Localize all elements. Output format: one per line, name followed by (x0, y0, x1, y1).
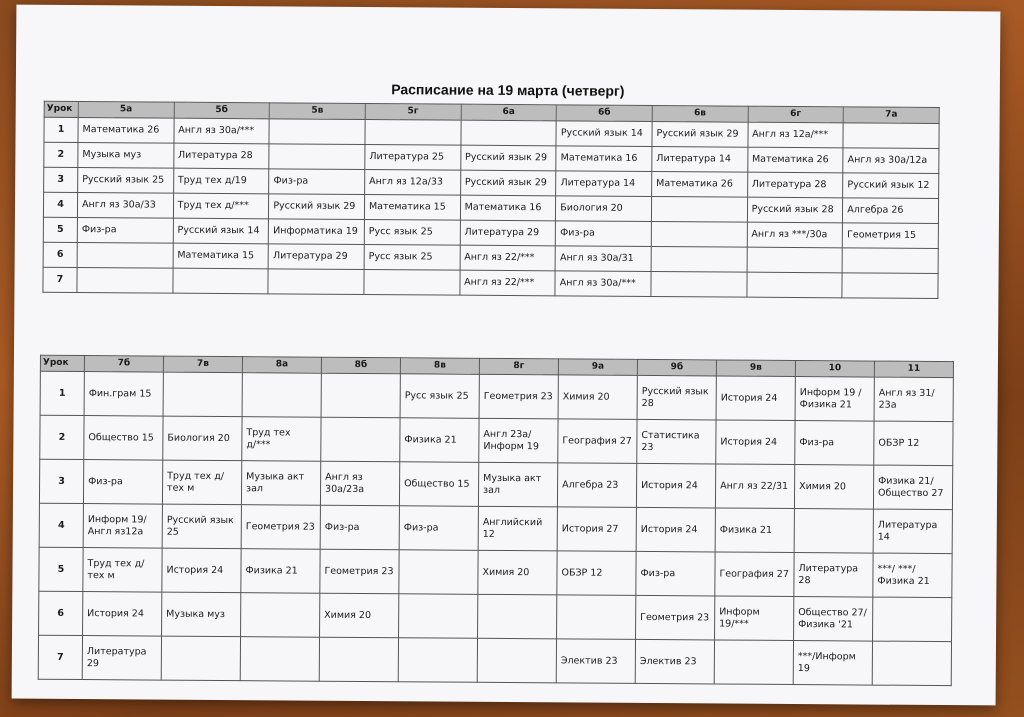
lesson-cell: Литература 28 (747, 172, 843, 198)
header-class: 8в (400, 358, 479, 375)
header-class: 9а (558, 359, 637, 376)
lesson-cell: Русский язык 29 (460, 170, 556, 196)
lesson-cell: Англ яз 30а/*** (174, 118, 270, 144)
lesson-cell: История 24 (716, 420, 795, 465)
lesson-cell (269, 144, 365, 170)
lesson-cell: История 24 (636, 507, 715, 552)
lesson-cell: Музыка муз (162, 592, 241, 637)
lesson-cell: Алгебра 26 (843, 198, 939, 224)
lesson-cell: Русский язык 29 (652, 122, 748, 148)
lesson-cell: Информ 19/*** (715, 596, 794, 641)
lesson-cell (714, 640, 793, 685)
lesson-number: 5 (43, 217, 77, 242)
lesson-cell: Русский язык 29 (269, 194, 365, 220)
lesson-cell (651, 272, 747, 298)
lesson-cell (747, 247, 843, 273)
lesson-cell (163, 372, 242, 417)
table-row (39, 591, 952, 641)
lesson-cell: Алгебра 23 (557, 463, 636, 508)
lesson-cell (319, 637, 398, 682)
lesson-cell: Англ яз 30а/31 (555, 246, 651, 272)
lesson-cell (747, 272, 843, 298)
lesson-cell: Общество 15 (84, 416, 163, 461)
lesson-cell: Русский язык 28 (637, 375, 716, 420)
lesson-cell: Физ-ра (269, 169, 365, 195)
lesson-cell: Русский язык 14 (173, 218, 269, 244)
header-lesson-number: Урок (40, 355, 84, 371)
schedule-table-grades-5-7 (42, 101, 939, 299)
lesson-cell (477, 638, 556, 683)
lesson-cell: Литература 28 (173, 143, 269, 169)
table-row (39, 547, 952, 597)
header-class: 6в (652, 106, 748, 123)
lesson-cell: Геометрия 23 (320, 549, 399, 594)
lesson-cell: Геометрия 23 (479, 374, 558, 419)
lesson-cell: Геометрия 15 (843, 223, 939, 249)
lesson-cell (398, 638, 477, 683)
lesson-cell: ОБЗР 12 (874, 421, 953, 466)
lesson-cell: География 27 (558, 419, 637, 464)
lesson-cell: Музыка акт зал (241, 461, 320, 506)
lesson-cell: Англ яз 31/ 23а (874, 377, 953, 422)
lesson-cell: Химия 20 (478, 550, 557, 595)
lesson-cell: Английский 12 (478, 506, 557, 551)
lesson-cell (269, 119, 365, 145)
lesson-cell (651, 197, 747, 223)
lesson-cell (842, 273, 938, 299)
header-class: 7б (84, 356, 163, 373)
lesson-cell (365, 120, 461, 146)
lesson-cell: Математика 15 (173, 243, 269, 269)
header-class: 8а (242, 357, 321, 374)
lesson-cell: Статистика 23 (637, 419, 716, 464)
header-class: 8б (321, 357, 400, 374)
lesson-cell: Биология 20 (556, 196, 652, 222)
lesson-cell (173, 268, 269, 294)
lesson-cell: Русский язык 29 (460, 145, 556, 171)
header-class: 10 (795, 361, 874, 378)
lesson-cell: Физ-ра (399, 506, 478, 551)
lesson-cell: Математика 26 (652, 172, 748, 198)
lesson-cell: Физика 21/ Общество 27 (873, 465, 952, 510)
lesson-number: 1 (40, 371, 84, 415)
lesson-cell (461, 120, 557, 146)
lesson-cell (241, 593, 320, 638)
lesson-cell: Труд тех д/тех м (162, 460, 241, 505)
lesson-cell (399, 550, 478, 595)
lesson-cell: Англ яз 22/*** (460, 270, 556, 296)
lesson-cell: География 27 (715, 552, 794, 597)
table-row (40, 371, 953, 421)
lesson-cell: Русский язык 12 (843, 173, 939, 199)
lesson-cell (794, 509, 873, 554)
lesson-cell (321, 373, 400, 418)
lesson-cell: Физика 21 (400, 418, 479, 463)
lesson-cell: Информатика 19 (269, 219, 365, 245)
lesson-cell: Русский язык 25 (162, 504, 241, 549)
lesson-number: 6 (43, 242, 77, 267)
lesson-cell (651, 247, 747, 273)
lesson-cell: Литература 25 (365, 145, 461, 171)
lesson-cell: Русский язык 28 (747, 197, 843, 223)
lesson-cell: Русс язык 25 (400, 374, 479, 419)
lesson-cell (873, 597, 952, 642)
lesson-number: 4 (43, 192, 77, 217)
lesson-cell: Литература 28 (794, 553, 873, 598)
lesson-cell: Русс язык 25 (364, 220, 460, 246)
lesson-cell: Физ-ра (556, 221, 652, 247)
schedule-sheet (12, 5, 1001, 706)
lesson-number: 5 (39, 547, 83, 591)
lesson-cell: Электив 23 (635, 639, 714, 684)
lesson-cell: Англ 23а/ Информ 19 (479, 418, 558, 463)
lesson-cell: История 24 (716, 376, 795, 421)
lesson-cell: Труд тех д/19 (173, 168, 269, 194)
lesson-cell: История 24 (162, 548, 241, 593)
header-class: 5а (78, 102, 174, 119)
lesson-cell: История 24 (83, 592, 162, 637)
lesson-cell (557, 595, 636, 640)
header-class: 9в (716, 360, 795, 377)
schedule-table-grades-7-11 (38, 355, 954, 686)
lesson-cell: Литература 14 (873, 509, 952, 554)
lesson-number: 1 (44, 117, 78, 142)
lesson-number: 4 (39, 503, 83, 547)
header-class: 9б (637, 359, 716, 376)
table-row (38, 635, 951, 685)
lesson-cell: Биология 20 (163, 416, 242, 461)
lesson-cell: ***/ ***/ Физика 21 (873, 553, 952, 598)
table-row (39, 459, 952, 509)
lesson-cell: Англ яз 30а/*** (555, 271, 651, 297)
lesson-cell: Англ яз 22/*** (460, 245, 556, 271)
lesson-cell: Литература 14 (652, 147, 748, 173)
lesson-cell (478, 594, 557, 639)
lesson-cell: Информ 19/ Англ яз12а (83, 504, 162, 549)
lesson-cell: Литература 29 (82, 636, 161, 681)
lesson-cell: Труд тех д/*** (242, 417, 321, 462)
header-class: 6б (556, 105, 652, 122)
lesson-cell (399, 594, 478, 639)
lesson-cell: Литература 14 (556, 171, 652, 197)
lesson-cell (364, 270, 460, 296)
lesson-cell: Англ яз 12а/*** (748, 122, 844, 148)
lesson-cell: Геометрия 23 (636, 595, 715, 640)
lesson-cell: ***/Информ 19 (793, 641, 872, 686)
header-lesson-number: Урок (44, 101, 78, 117)
lesson-cell: Труд тех д/*** (173, 193, 269, 219)
header-class: 6г (748, 106, 844, 123)
lesson-cell: Математика 26 (747, 147, 843, 173)
lesson-cell: Физика 21 (241, 549, 320, 594)
lesson-cell: ОБЗР 12 (557, 551, 636, 596)
lesson-cell: Русский язык 14 (556, 121, 652, 147)
lesson-cell: Литература 29 (268, 244, 364, 270)
lesson-cell: История 24 (636, 463, 715, 508)
lesson-number: 7 (38, 635, 82, 679)
lesson-cell: Литература 29 (460, 220, 556, 246)
lesson-cell (321, 417, 400, 462)
lesson-cell: Англ яз 30а/23а (320, 461, 399, 506)
header-class: 7в (163, 356, 242, 373)
lesson-cell: Англ яз 22/31 (715, 464, 794, 509)
header-class: 5б (174, 102, 270, 119)
lesson-cell: Химия 20 (558, 375, 637, 420)
lesson-cell: Электив 23 (556, 639, 635, 684)
lesson-cell (240, 637, 319, 682)
lesson-cell: Физ-ра (83, 460, 162, 505)
lesson-cell (242, 373, 321, 418)
lesson-number: 3 (39, 459, 83, 503)
lesson-cell: Математика 16 (556, 146, 652, 172)
lesson-number: 2 (40, 415, 84, 459)
lesson-cell: Математика 26 (78, 118, 174, 144)
lesson-cell: Русс язык 25 (364, 245, 460, 271)
lesson-cell (77, 243, 173, 269)
lesson-cell: Геометрия 23 (241, 505, 320, 550)
lesson-cell: Англ яз ***/30а (747, 222, 843, 248)
header-class: 6а (461, 104, 557, 121)
lesson-cell: Общество 27/ Физика '21 (794, 597, 873, 642)
lesson-cell (872, 641, 951, 686)
lesson-cell: Англ яз 12а/33 (365, 170, 461, 196)
lesson-cell: Химия 20 (320, 593, 399, 638)
header-class: 8г (479, 358, 558, 375)
lesson-cell: Физ-ра (795, 421, 874, 466)
header-class: 11 (874, 361, 953, 378)
lesson-cell: Физ-ра (320, 505, 399, 550)
lesson-cell: Физика 21 (715, 508, 794, 553)
lesson-cell (651, 222, 747, 248)
lesson-cell (842, 248, 938, 274)
table-row (43, 267, 938, 298)
lesson-cell: Математика 15 (364, 195, 460, 221)
lesson-cell: Русский язык 25 (78, 168, 174, 194)
lesson-cell: Труд тех д/тех м (83, 548, 162, 593)
page-title: Расписание на 19 марта (четверг) (391, 81, 625, 99)
table-row (39, 503, 952, 553)
lesson-cell: Англ яз 30а/12а (843, 148, 939, 174)
lesson-cell: Фин.грам 15 (84, 372, 163, 417)
lesson-cell: История 27 (557, 507, 636, 552)
lesson-cell: Информ 19 / Физика 21 (795, 377, 874, 422)
lesson-cell: Музыка муз (78, 143, 174, 169)
lesson-number: 6 (39, 591, 83, 635)
lesson-cell: Химия 20 (794, 465, 873, 510)
table-row (40, 415, 953, 465)
lesson-number: 2 (44, 142, 78, 167)
lesson-cell: Общество 15 (399, 462, 478, 507)
lesson-cell (77, 268, 173, 294)
lesson-cell (268, 269, 364, 295)
lesson-cell: Музыка акт зал (478, 462, 557, 507)
header-class: 5г (365, 104, 461, 121)
lesson-cell (843, 123, 939, 149)
header-class: 5в (269, 103, 365, 120)
header-class: 7а (843, 107, 939, 124)
lesson-cell: Физ-ра (77, 218, 173, 244)
lesson-number: 7 (43, 267, 77, 292)
lesson-cell (161, 636, 240, 681)
lesson-cell: Физ-ра (636, 551, 715, 596)
lesson-cell: Математика 16 (460, 195, 556, 221)
lesson-cell: Англ яз 30а/33 (77, 193, 173, 219)
lesson-number: 3 (44, 167, 78, 192)
